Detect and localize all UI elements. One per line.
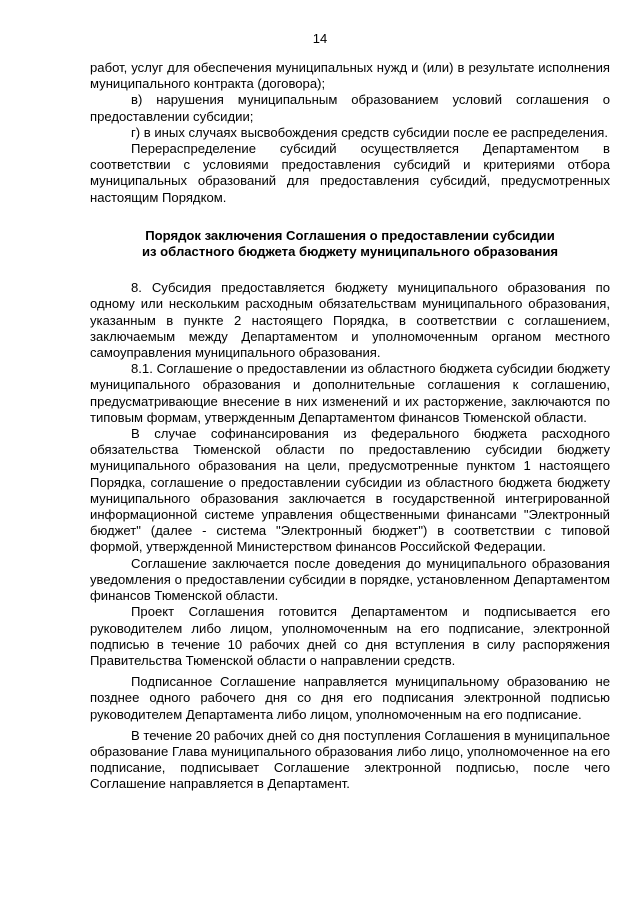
paragraph: В случае софинансирования из федерального бюджета расходного обязательства Тюменской области по предоставлению субсидии бюджету муниципального образования на цели, предусмотренные пунктом 1 настоящего Порядка, соглашение о предоставлении субсидии из областного бюджета бюджету муниципального образования заключается в государственной интегрированной информационной системе управления общественными финансами "Электронный бюджет" (далее - система "Электронный бюджет") в соответствии с типовой формой, утвержденной Министерством финансов Российской Федерации. <box>90 426 610 555</box>
paragraph: Перераспределение субсидий осуществляется Департаментом в соответствии с условиями предоставления субсидий и критериями отбора муниципальных образований для предоставления субсидий, предусмотренных настоящим Порядком. <box>90 141 610 205</box>
section-heading <box>90 228 610 260</box>
paragraph: работ, услуг для обеспечения муниципальных нужд и (или) в результате исполнения муниципального контракта (договора); <box>90 60 610 92</box>
page-number: 14 <box>312 31 328 46</box>
paragraph: в) нарушения муниципальным образованием условий соглашения о предоставлении субсидии; <box>90 92 610 124</box>
section-heading-line: из областного бюджета бюджету муниципального образования <box>141 244 559 260</box>
paragraph: Проект Соглашения готовится Департаментом и подписывается его руководителем либо лицом, уполномоченным на его подписание, электронной подписью в течение 10 рабочих дней со дня вступления в силу распоряжения Правительства Тюменской области о направлении средств. <box>90 604 610 668</box>
section-heading-line: Порядок заключения Соглашения о предоставлении субсидии <box>145 227 555 243</box>
paragraph: 8.1. Соглашение о предоставлении из областного бюджета субсидии бюджету муниципального образования и дополнительные соглашения к соглашению, предусматривающие внесение в них изменений и их расторжение, заключаются по типовым формам, утвержденным Департаментом финансов Тюменской области. <box>90 361 610 425</box>
document-body <box>90 60 610 793</box>
paragraph: Подписанное Соглашение направляется муниципальному образованию не позднее одного рабочего дня со дня его подписания электронной подписью руководителем Департамента либо лицом, уполномоченным на его подписание. <box>90 674 610 722</box>
paragraph: г) в иных случаях высвобождения средств субсидии после ее распределения. <box>131 124 609 140</box>
paragraph: 8. Субсидия предоставляется бюджету муниципального образования по одному или нескольким расходным обязательствам муниципального образования, указанным в пункте 2 настоящего Порядка, в соответствии с соглашением, заключаемым между Департаментом и уполномоченным органом местного самоуправления муниципального образования. <box>90 280 610 361</box>
paragraph: В течение 20 рабочих дней со дня поступления Соглашения в муниципальное образование Глава муниципального образования либо лицо, уполномоченное на его подписание, подписывает Соглашение электронной подписью, после чего Соглашение направляется в Департамент. <box>90 727 610 792</box>
paragraph: Соглашение заключается после доведения до муниципального образования уведомления о предоставлении субсидии в порядке, установленном Департаментом финансов Тюменской области. <box>90 555 610 604</box>
